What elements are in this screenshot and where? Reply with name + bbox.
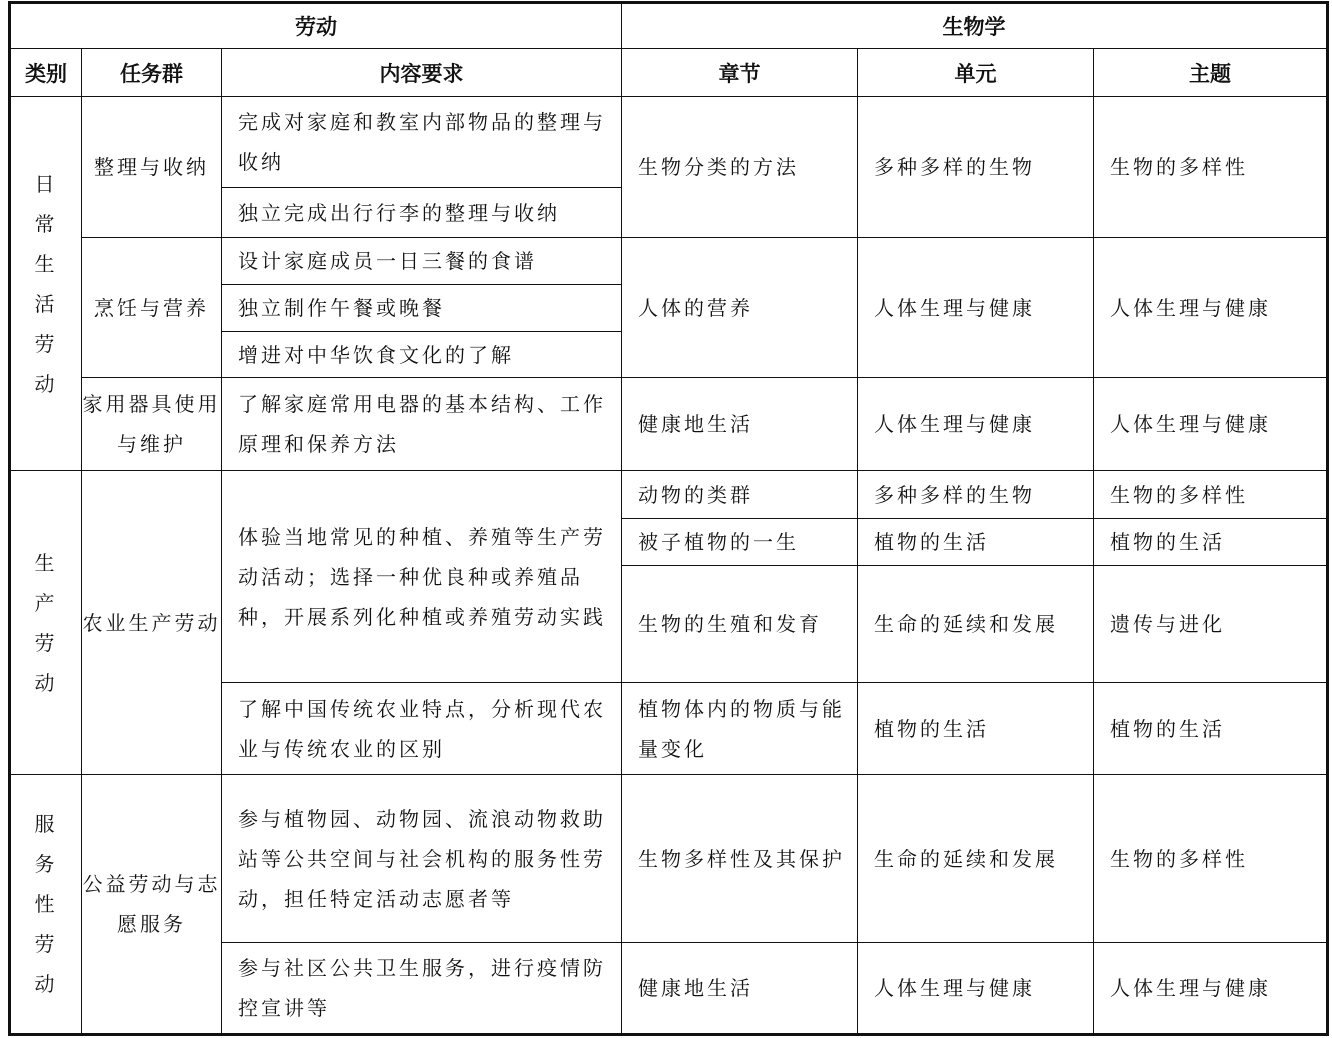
theme-cell: 生物的多样性 <box>1094 97 1328 238</box>
task-group-cell: 公益劳动与志愿服务 <box>82 775 222 1035</box>
content-cell: 体验当地常见的种植、养殖等生产劳动活动；选择一种优良种或养殖品种，开展系列化种植或养殖劳动实践 <box>222 471 622 683</box>
table-row <box>10 97 1328 188</box>
content-cell: 独立制作午餐或晚餐 <box>222 285 622 332</box>
chapter-cell: 植物体内的物质与能量变化 <box>622 683 858 775</box>
chapter-cell: 健康地生活 <box>622 378 858 471</box>
task-group-cell: 整理与收纳 <box>82 97 222 238</box>
task-group-cell: 烹饪与营养 <box>82 238 222 378</box>
content-cell: 参与社区公共卫生服务，进行疫情防控宣讲等 <box>222 943 622 1035</box>
category-daily-life: 日 常 生 活 劳 动 <box>10 97 82 471</box>
unit-cell: 多种多样的生物 <box>858 97 1094 238</box>
theme-cell: 人体生理与健康 <box>1094 238 1328 378</box>
table-row <box>10 378 1328 471</box>
table-row <box>10 238 1328 285</box>
col-header-theme: 主题 <box>1094 49 1328 97</box>
theme-cell: 遗传与进化 <box>1094 566 1328 683</box>
table-row <box>10 471 1328 519</box>
content-cell: 增进对中华饮食文化的了解 <box>222 332 622 378</box>
theme-cell: 生物的多样性 <box>1094 775 1328 943</box>
col-header-task-group: 任务群 <box>82 49 222 97</box>
group-header-biology: 生物学 <box>622 3 1328 49</box>
chapter-cell: 生物多样性及其保护 <box>622 775 858 943</box>
content-cell: 了解家庭常用电器的基本结构、工作原理和保养方法 <box>222 378 622 471</box>
theme-cell: 生物的多样性 <box>1094 471 1328 519</box>
unit-cell: 生命的延续和发展 <box>858 566 1094 683</box>
chapter-cell: 生物分类的方法 <box>622 97 858 238</box>
col-header-unit: 单元 <box>858 49 1094 97</box>
chapter-cell: 生物的生殖和发育 <box>622 566 858 683</box>
category-production: 生 产 劳 动 <box>10 471 82 775</box>
chapter-cell: 人体的营养 <box>622 238 858 378</box>
unit-cell: 人体生理与健康 <box>858 943 1094 1035</box>
unit-cell: 生命的延续和发展 <box>858 775 1094 943</box>
theme-cell: 人体生理与健康 <box>1094 943 1328 1035</box>
content-cell: 了解中国传统农业特点，分析现代农业与传统农业的区别 <box>222 683 622 775</box>
chapter-cell: 被子植物的一生 <box>622 519 858 566</box>
chapter-cell: 健康地生活 <box>622 943 858 1035</box>
group-header-row <box>10 3 1328 49</box>
theme-cell: 人体生理与健康 <box>1094 378 1328 471</box>
group-header-labor: 劳动 <box>10 3 622 49</box>
unit-cell: 多种多样的生物 <box>858 471 1094 519</box>
column-header-row <box>10 49 1328 97</box>
table-row <box>10 775 1328 943</box>
theme-cell: 植物的生活 <box>1094 683 1328 775</box>
curriculum-table <box>8 1 1329 1036</box>
category-service: 服 务 性 劳 动 <box>10 775 82 1035</box>
content-cell: 完成对家庭和教室内部物品的整理与收纳 <box>222 97 622 188</box>
col-header-content: 内容要求 <box>222 49 622 97</box>
content-cell: 独立完成出行行李的整理与收纳 <box>222 188 622 238</box>
content-cell: 设计家庭成员一日三餐的食谱 <box>222 238 622 285</box>
task-group-cell: 农业生产劳动 <box>82 471 222 775</box>
unit-cell: 人体生理与健康 <box>858 378 1094 471</box>
chapter-cell: 动物的类群 <box>622 471 858 519</box>
content-cell: 参与植物园、动物园、流浪动物救助站等公共空间与社会机构的服务性劳动，担任特定活动志愿者等 <box>222 775 622 943</box>
unit-cell: 植物的生活 <box>858 519 1094 566</box>
unit-cell: 人体生理与健康 <box>858 238 1094 378</box>
task-group-cell: 家用器具使用与维护 <box>82 378 222 471</box>
col-header-chapter: 章节 <box>622 49 858 97</box>
unit-cell: 植物的生活 <box>858 683 1094 775</box>
col-header-category: 类别 <box>10 49 82 97</box>
theme-cell: 植物的生活 <box>1094 519 1328 566</box>
